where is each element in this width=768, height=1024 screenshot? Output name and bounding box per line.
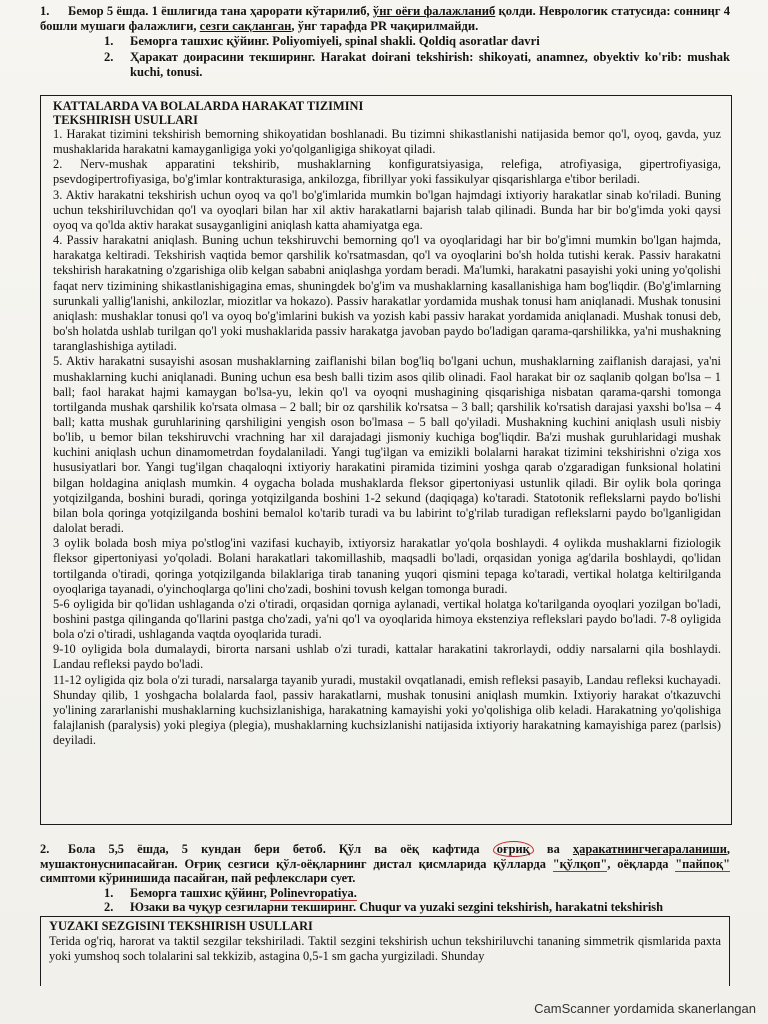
problem-2-statement (40, 842, 730, 886)
problem-2-item-underlined-red: Polinevropatiya. (269, 885, 357, 900)
problem-1 (40, 4, 730, 80)
problem-2-item (40, 900, 730, 915)
problem-2-item (40, 886, 730, 901)
box-1-paragraph: 11-12 oyligida qiz bola o'zi turadi, narsalarga tayanib yuradi, mustakil ovqatlanadi, emish refleksi pasayib, Landau refleksi kuchayadi. Shunday qilib, 1 yoshgacha bolalarda faol, passiv harakatlarni, mushak tonusini aniqlash mumkin. Ixtiyoriy harakat o'tkazuvchi yo'lining zararlanishi mushaklarning kuchsizlanishiga, harakatning kamayishi yoki yo'qolishiga olib keladi. Harakatning yo'qolishiga falajlanish (paralysis) yoki plegiya (plegia), mushaklarning kuchsizlanishi natijasida ixtiyoriy harakatning kamayishiga parez (parlsis) deyiladi. (53, 672, 721, 748)
box-1-paragraph: 2. Nerv-mushak apparatini tekshirib, mushaklarning konfiguratsiyasiga, relefiga, atrofiyasiga, gipertrofiyasiga, psevdogipertrofiyasiga, bo'g'imlar kontrakturasiga, ankilozga, fibrillyar yoki fassikulyar qisqarishlarga e'tibor beriladi. (53, 157, 721, 187)
box-1-paragraph: 5-6 oyligida bir qo'lidan ushlaganda o'zi o'tiradi, orqasidan qorniga aylanadi, vertikal holatga ko'tarilganda oyoqlari yozilgan bo'ladi, boshini pastga qilinganda qo'llarini pastga cho'zadi, ya'ni qo'l va oyoqlarida himoya ekstenziya reflekslari paydo bo'ladi. 7-8 oyligida bola o'zi o'tiradi, ushlaganda vaqtda oyoqlarida turadi. (53, 596, 721, 642)
problem-2 (40, 842, 730, 915)
problem-1-text-b: қолди. Неврологик статусида: сонниңг 4 бошли мушаги фалажлиги, (40, 4, 730, 34)
box-1-title-line-2: TEKSHIRISH USULLARI (53, 113, 198, 127)
problem-2-item-text: Беморга ташхис қўйинг, (130, 885, 270, 900)
problem-2-text-e: симптоми кўринишида пасайган, пай рефлекслари сует. (40, 871, 356, 886)
motor-system-methods-box (40, 95, 732, 825)
problem-1-text-a: Бемор 5 ёшда. 1 ёшлигида тана ҳарорати кўтарилиб, (68, 4, 373, 18)
problem-1-number: 1. (40, 4, 50, 18)
problem-1-item-number: 2. (104, 49, 114, 64)
problem-1-text-c: , ўнг тарафда PR чақирилмайди. (291, 19, 479, 34)
problem-1-item (40, 50, 730, 80)
box-2-title: YUZAKI SEZGISINI TEKSHIRISH USULLARI (49, 919, 313, 933)
box-1-title-line-1: KATTALARDA VA BOLALARDA HARAKAT TIZIMINI (53, 99, 364, 113)
problem-2-circled-word: оғриқ (493, 841, 534, 857)
scanner-watermark: CamScanner yordamida skanerlangan (534, 1001, 756, 1016)
box-1-paragraph: 3 oylik bolada bosh miya po'stlog'ini vazifasi kuchayib, ixtiyorsiz harakatlar yo'qola boshlaydi. 4 oylikda mushaklarni fiziologik fleksor gipertoniyasi yo'qoladi. Bolani harakatlari takomillashib, maqsadli bo'ladi, orqasidan yoniga ag'darila boshlaydi, qo'lidan tortilganda o'tiradi, qoringa yotqizilganda bilaklariga tirab tananing yuqori qismini tepaga ko'taradi, vertikal holatga keltirilganda oyoqlariga tayanadi, o'yinchoqlarga qo'lini cho'zadi, boshini tovush kelgan tomonga buradi. (53, 536, 721, 596)
problem-1-statement (40, 4, 730, 34)
problem-1-item-text: Беморга ташхис қўйинг. Poliyomiyeli, spinal shakli. Qoldiq asoratlar davri (130, 34, 540, 49)
problem-2-underlined: ҳаракатнингчегараланиши (572, 842, 727, 856)
problem-1-underlined-2: сезги сақланган (199, 19, 292, 34)
problem-2-item-number: 2. (104, 900, 114, 915)
box-2-text: Terida og'riq, harorat va taktil sezgilar tekshiriladi. Taktil sezgini tekshirish uchun tekshiriluvchi tananing simmetrik qismlarida paxta yoki yumshoq soch tolalarini sal tekkizib, astagina 0,5-1 sm gacha yurgiziladi. Shunday (49, 934, 721, 964)
problem-1-item-number: 1. (104, 34, 114, 49)
box-1-paragraph: 5. Aktiv harakatni susayishi asosan mushaklarning zaiflanishi bilan bog'liq bo'lgani uchun, mushaklarning zaiflanish darajasi, ya'ni mushaklarning kuchi aniqlanadi. Buning uchun esa besh balli tizim asos qilib olinadi. Faol harakat bir oz saqlanib qolgan bo'lsa – 1 ball; faol harakat hajmi kamaygan bo'lsa-yu, lekin qo'l va oyoqni mushagining qisqarishiga nisbatan qarama-qarshi tomonga tortilganda mushak qarshilik ko'rsata olmasa – 2 ball; bir oz qarshilik ko'rsatsa – 3 ball; qarshilik ko'rsatish darajasi yaxshi bo'lsa – 4 ball; katta mushak guruhlarining qarshiligini yengish oson bo'lmasa – 5 ball qo'yiladi. Mushakning kuchini aniqlash usuli nisbiy bo'lib, u bemor bilan tekshiruvchi vrachning har xil darajadagi jismoniy kuchiga bog'liqdir. Ba'zi mushak guruhlaridagi mushak kuchini aniqlash uchun dinamometrdan foydalaniladi. Yangi tug'ilgan va emizikli bolalarni harakat tizimini tekshirishni o'ziga xos hususiyatlari bor. Yangi tug'ilgan chaqaloqni ixtiyoriy harakatini piramida tizimini yoshga qarab o'zgaradigan funksional holatini bilgan holdagina aniqlash mumkin. 4 oygacha bolada mushaklarda fleksor gipertoniyasi ustunlik qiladi. Bir oylik bola qoringa yotqizilganda, boshini buradi, qoringa yotqizilganda boshini 1-2 sekund (daqiqaga) ko'taradi. Statotonik reflekslarni paydo bo'lishi bilan bola qoringa yotqizilganda boshini bemalol ko'tarib turadi va bu labirint to'g'rilab turadigan reflekslarni paydo bo'lganligidan dalolat beradi. (53, 354, 721, 536)
box-1-paragraph: 1. Harakat tizimini tekshirish bemorning shikoyatidan boshlanadi. Bu tizimni shikastlanishi natijasida bemor qo'l, oyoq, gavda, yuz mushaklarida harakatni kamayganligiga yoki yo'qolganligiga shikoyat qiladi. (53, 127, 721, 157)
box-1-paragraph: 9-10 oyligida bola dumalaydi, birorta narsani ushlab o'zi turadi, kattalar harakatini takrorlaydi, oddiy narsalarni qila boshlaydi. Landau refleksi paydo bo'ladi. (53, 642, 721, 672)
box-1-paragraph: 3. Aktiv harakatni tekshirish uchun oyoq va qo'l bo'g'imlarida mumkin bo'lgan hajmdagi ixtiyoriy harakatlar sinab ko'riladi. Buning uchun tekshiriluvchidan qo'l va oyoqlari bilan har xil aktiv harakatlarni bajarish talab qilinadi. Bunda har bir bo'g'imda yoki qaysi oyoq va qo'lda aktiv harakat susayganligini aniqlash katta ahamiyatga ega. (53, 187, 721, 232)
problem-1-text (40, 4, 730, 33)
problem-2-item-number: 1. (104, 885, 114, 900)
box-1-paragraph: 4. Passiv harakatni aniqlash. Buning uchun tekshiruvchi bemorning qo'l va oyoqlaridagi har bir bo'g'imni mumkin bo'lgan hajmda, harakatga keltiradi. Tekshirish vaqtida bemor qarshilik ko'rsatmasdan, qo'l va oyoqlarini bo'sh holda tutishi kerak. Passiv harakatni tekshirish harakatning o'zgarishiga olib kelgan sababni aniqlashga yordam beradi. Ma'lumki, harakatni pasayishi yoki uning yo'qolishi faqat nerv tizimining shikastlanishigagina emas, shuningdek bo'g'im va mushaklarning kasallanishiga ham bog'liqdir. (Bo'g'imlarning surunkali yallig'lanishi, ankilozlar, miozitlar va hokazo). Passiv harakatlar yordamida mushak tonusi ham aniqlanadi. Mushak tonusini aniqlash: mushaklar tonusi qo'l va oyoq bo'g'imlarini bukish va yozish kabi passiv harakat yordamida aniqlanadi. Mushak tonusi deb, bo'sh holatda ushlab turilgan qo'l yoki mushaklarida passiv harakatga javoban paydo bo'ladigan qarama-qarshilikka, ya'ni mushakning taranglashishiga aytiladi. (53, 233, 721, 354)
problem-2-text-c: , мушактонуснипасайган. Оғриқ сезгиси қўл-оёқларнинг дистал қисмларида қўлларда (40, 842, 730, 871)
problem-2-quote-sock: "пайпоқ" (675, 856, 730, 871)
problem-1-item-text: Ҳаракат доирасини текширинг. Harakat doirani tekshirish: shikoyati, anamnez, obyektiv ko'rib: mushak kuchi, tonusi. (130, 49, 730, 79)
problem-2-text-d: , оёқларда (607, 856, 676, 871)
superficial-sensation-box (40, 916, 730, 986)
problem-2-text-b: ва (533, 842, 573, 856)
problem-1-underlined: ўнг оёғи фалажланиб (372, 4, 496, 18)
problem-2-quote-glove: "қўлқоп" (552, 856, 608, 871)
problem-1-item (40, 34, 730, 49)
problem-2-item-text: Юзаки ва чуқур сезгиларни текширинг. Chuqur va yuzaki sezgini tekshirish, harakatni tekshirish (130, 900, 663, 915)
problem-2-number: 2. (40, 842, 50, 856)
problem-2-text-a: Бола 5,5 ёшда, 5 кундан бери бетоб. Қўл ва оёқ кафтида (68, 842, 493, 856)
